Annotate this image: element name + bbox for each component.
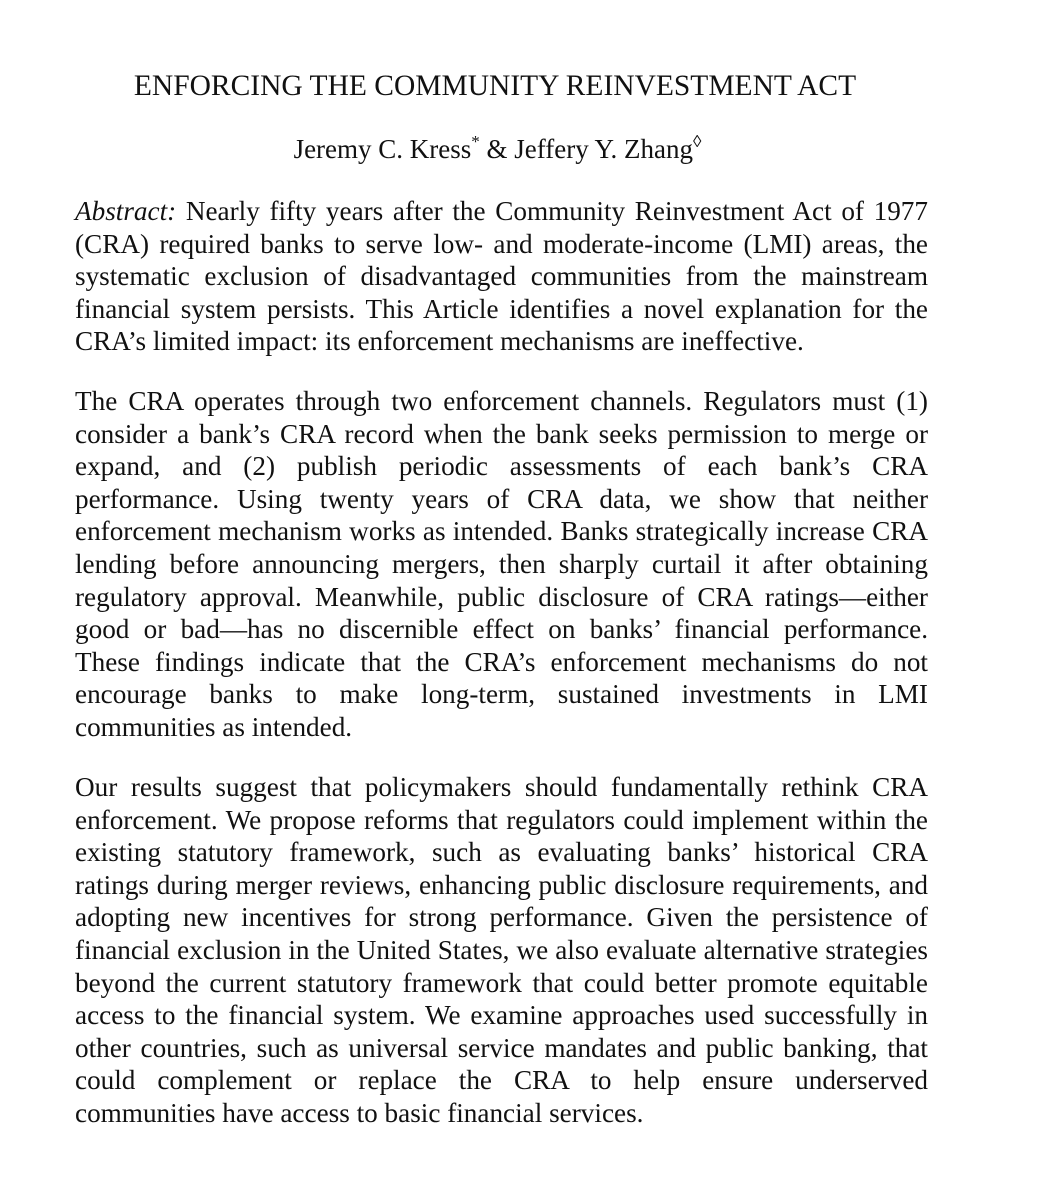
author-footnote-mark: ◊ — [693, 132, 702, 151]
author-separator: & — [479, 134, 515, 164]
author-line — [0, 132, 995, 166]
body-paragraph: Our results suggest that policymakers should fundamentally rethink CRA enforcement. We propose reforms that regulators could implement within the existing statutory framework, such as evaluating banks’ historical CRA ratings during merger reviews, enhancing public disclosure requirements, and adopting new incentives for strong performance. Given the persistence of financial exclusion in the United States, we also evaluate alternative strategies beyond the current statutory framework that could better promote equitable access to the financial system. We examine approaches used successfully in other countries, such as universal service mandates and public banking, that could complement or replace the CRA to help ensure underserved communities have access to basic financial services. — [75, 772, 928, 1128]
abstract-label: Abstract: — [75, 196, 177, 226]
abstract-paragraph — [75, 195, 928, 358]
author-name: Jeffery Y. Zhang — [514, 134, 694, 164]
author-name: Jeremy C. Kress — [293, 134, 472, 164]
author-footnote-mark: * — [471, 132, 480, 151]
body-paragraph: The CRA operates through two enforcement channels. Regulators must (1) consider a bank’s CRA record when the bank seeks permission to merge or expand, and (2) publish periodic assessments of each bank’s CRA performance. Using twenty years of CRA data, we show that neither enforcement mechanism works as intended. Banks strategically increase CRA lending before announcing mergers, then sharply curtail it after obtaining regulatory approval. Meanwhile, public disclosure of CRA ratings—either good or bad—has no discernible effect on banks’ financial performance. These findings indicate that the CRA’s enforcement mechanisms do not encourage banks to make long-term, sustained investments in LMI communities as intended. — [75, 386, 928, 742]
abstract-text: Nearly fifty years after the Community Reinvestment Act of 1977 (CRA) required banks to serve low- and moderate-income (LMI) areas, the systematic exclusion of disadvantaged communities from the mainstream financial system persists. This Article identifies a novel explanation for the CRA’s limited impact: its enforcement mechanisms are ineffective. — [75, 196, 928, 357]
paper-title: ENFORCING THE COMMUNITY REINVESTMENT ACT — [133, 70, 857, 102]
